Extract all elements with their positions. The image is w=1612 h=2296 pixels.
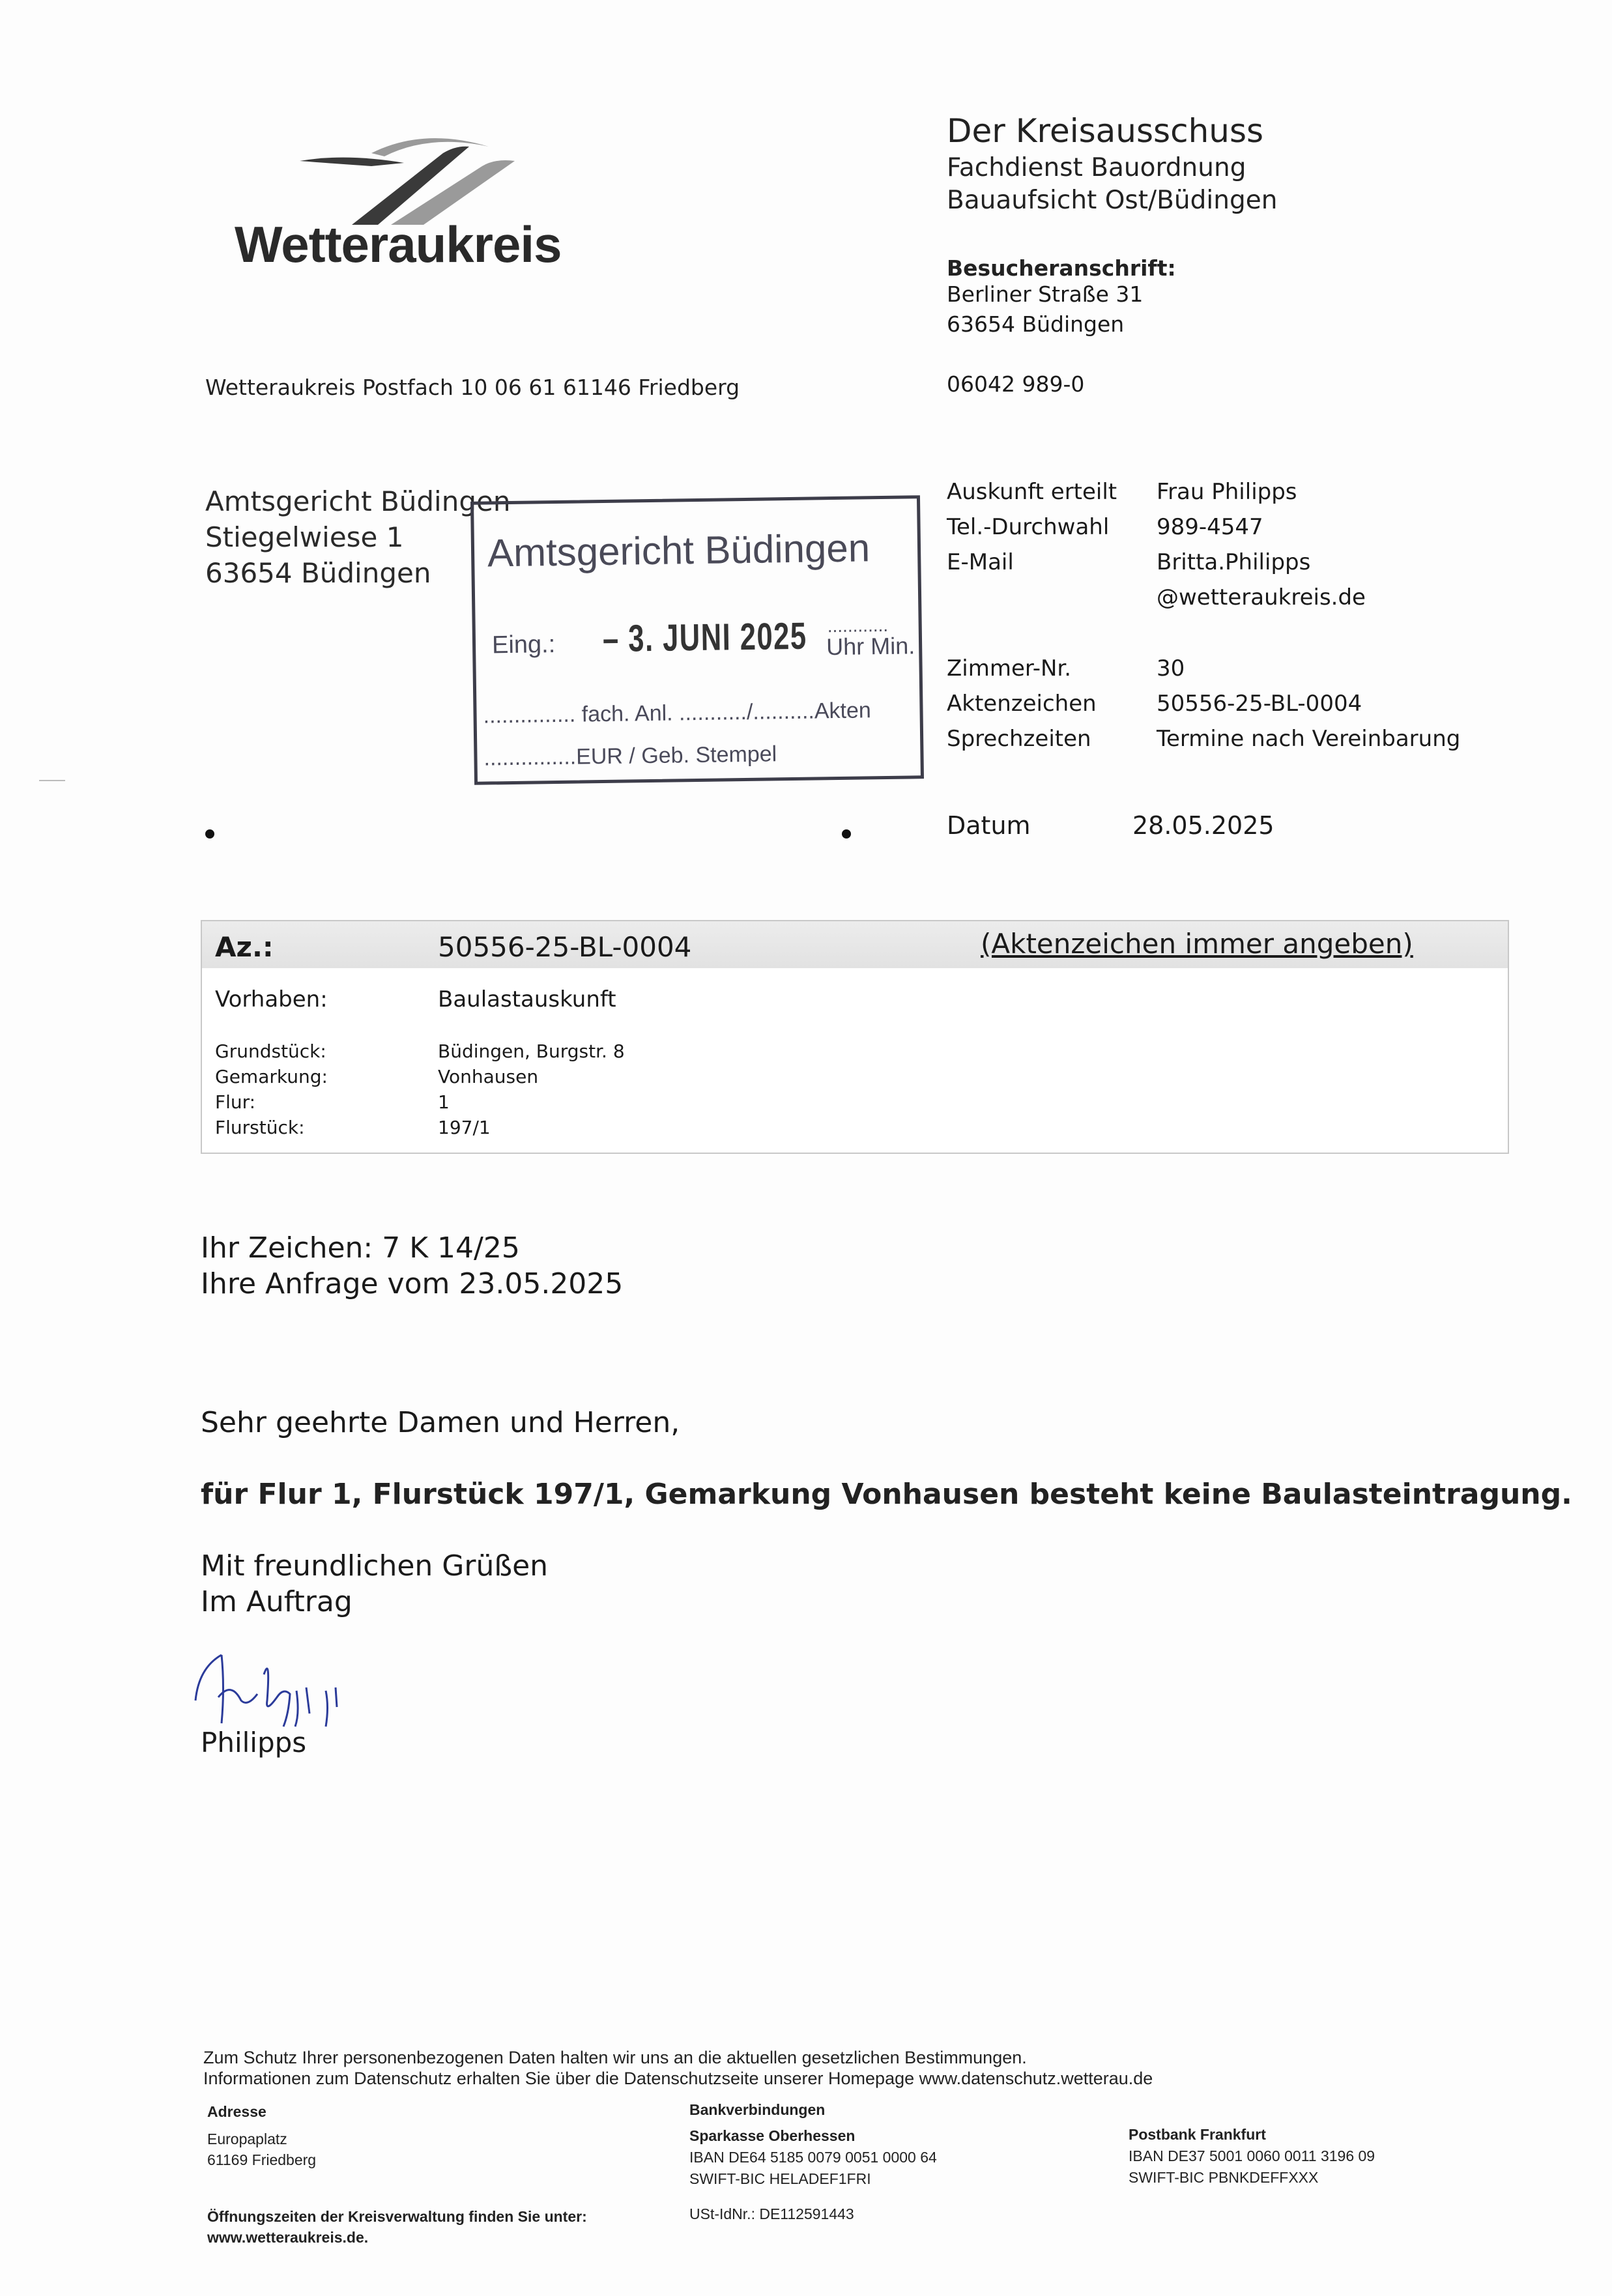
logo-text: Wetteraukreis — [235, 216, 562, 273]
room-value: 30 — [1157, 655, 1185, 682]
tel-label: Tel.-Durchwahl — [947, 514, 1110, 540]
recipient-city: 63654 Büdingen — [205, 557, 431, 589]
fold-mark — [205, 829, 214, 839]
room-label: Zimmer-Nr. — [947, 655, 1072, 682]
bank2-iban: IBAN DE37 5001 0060 0011 3196 09 — [1129, 2147, 1375, 2164]
your-request-date: Ihre Anfrage vom 23.05.2025 — [201, 1267, 624, 1300]
info-value: Frau Philipps — [1157, 479, 1297, 505]
tel-value: 989-4547 — [1157, 514, 1263, 540]
signer-name: Philipps — [201, 1727, 307, 1758]
parcel-label: Flur: — [215, 1091, 256, 1113]
project-label: Vorhaben: — [215, 986, 328, 1012]
stamp-time-label: Uhr Min. — [826, 632, 915, 661]
stamp-date: – 3. JUNI 2025 — [602, 614, 807, 661]
bank2-swift: SWIFT-BIC PBNKDEFFXXX — [1129, 2169, 1319, 2186]
bank1-swift: SWIFT-BIC HELADEF1FRI — [689, 2170, 871, 2187]
visitor-street: Berliner Straße 31 — [947, 281, 1144, 307]
signature-icon — [186, 1629, 368, 1733]
file-ref-value: 50556-25-BL-0004 — [1157, 691, 1362, 717]
parcel-label: Gemarkung: — [215, 1066, 328, 1087]
bank2-name: Postbank Frankfurt — [1129, 2126, 1266, 2143]
authority-title: Der Kreisausschuss — [947, 112, 1264, 150]
authority-office: Bauaufsicht Ost/Büdingen — [947, 186, 1278, 215]
visitor-address-label: Besucheranschrift: — [947, 255, 1176, 281]
footer-address-city: 61169 Friedberg — [207, 2151, 317, 2168]
footer-address-street: Europaplatz — [207, 2131, 287, 2147]
authority-phone: 06042 989-0 — [947, 371, 1085, 397]
parcel-label: Grundstück: — [215, 1040, 326, 1062]
vat-id: USt-IdNr.: DE112591443 — [689, 2205, 854, 2222]
stamp-fee-line: ...............EUR / Geb. Stempel — [483, 741, 777, 771]
parcel-value: Büdingen, Burgstr. 8 — [438, 1040, 625, 1062]
return-address: Wetteraukreis Postfach 10 06 61 61146 Friedberg — [205, 375, 740, 400]
body-text: für Flur 1, Flurstück 197/1, Gemarkung Vonhausen besteht keine Baulasteintragung. — [201, 1478, 1572, 1511]
footer-hours-text: Öffnungszeiten der Kreisverwaltung finden Sie unter: — [207, 2208, 587, 2225]
footer-bank-label: Bankverbindungen — [689, 2101, 826, 2118]
stamp-title: Amtsgericht Büdingen — [487, 526, 871, 575]
office-hours-label: Sprechzeiten — [947, 726, 1091, 752]
bank1-iban: IBAN DE64 5185 0079 0051 0000 64 — [689, 2149, 937, 2166]
visitor-city: 63654 Büdingen — [947, 311, 1125, 337]
parcel-label: Flurstück: — [215, 1117, 305, 1138]
email-value-user: Britta.Philipps — [1157, 549, 1311, 575]
footer-address-label: Adresse — [207, 2103, 266, 2120]
az-note: (Aktenzeichen immer angeben) — [981, 928, 1413, 960]
parcel-value: Vonhausen — [438, 1066, 539, 1087]
parcel-value: 197/1 — [438, 1117, 491, 1138]
authority-department: Fachdienst Bauordnung — [947, 153, 1246, 182]
reference-box — [201, 920, 1509, 1154]
email-label: E-Mail — [947, 549, 1014, 575]
date-value: 28.05.2025 — [1132, 811, 1274, 840]
info-label: Auskunft erteilt — [947, 479, 1117, 505]
az-label: Az.: — [215, 931, 274, 963]
stamp-attachments-line: ............... fach. Anl. .........../..........Akten — [483, 698, 872, 728]
office-hours-value: Termine nach Vereinbarung — [1157, 726, 1461, 752]
file-ref-label: Aktenzeichen — [947, 691, 1097, 717]
your-reference: Ihr Zeichen: 7 K 14/25 — [201, 1231, 520, 1265]
stamp-time-dots: ............ — [827, 614, 889, 637]
privacy-notice: Zum Schutz Ihrer personenbezogenen Daten halten wir uns an die aktuellen gesetzlichen Bestimmungen. — [203, 2048, 1027, 2067]
az-value: 50556-25-BL-0004 — [438, 931, 692, 963]
project-value: Baulastauskunft — [438, 986, 616, 1012]
bank1-name: Sparkasse Oberhessen — [689, 2127, 856, 2144]
recipient-name: Amtsgericht Büdingen — [205, 485, 511, 517]
date-label: Datum — [947, 811, 1031, 840]
closing: Mit freundlichen Grüßen — [201, 1549, 549, 1583]
stamp-received-label: Eing.: — [491, 631, 556, 659]
punch-mark — [39, 780, 65, 781]
privacy-info: Informationen zum Datenschutz erhalten Sie über die Datenschutzseite unserer Homepage www.datenschutz.wetterau.de — [203, 2069, 1153, 2088]
on-behalf: Im Auftrag — [201, 1585, 353, 1618]
recipient-street: Stiegelwiese 1 — [205, 521, 404, 553]
receipt-stamp — [470, 495, 924, 785]
fold-mark — [842, 829, 851, 839]
email-value-domain: @wetteraukreis.de — [1157, 584, 1366, 610]
footer-website: www.wetteraukreis.de. — [207, 2229, 369, 2246]
parcel-value: 1 — [438, 1091, 450, 1113]
salutation: Sehr geehrte Damen und Herren, — [201, 1406, 680, 1439]
